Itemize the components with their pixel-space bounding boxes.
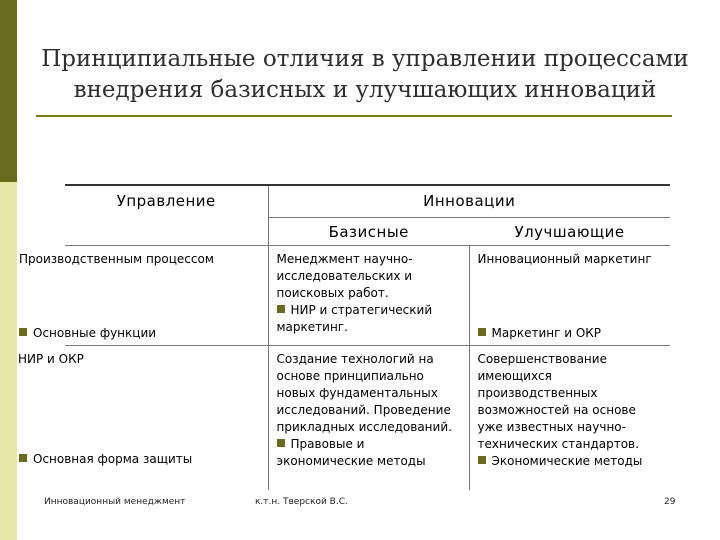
footer-page-number: 29 (664, 497, 676, 507)
bullet-icon (478, 456, 486, 464)
row1-improving-bullet: Маркетинг и ОКР (491, 325, 602, 340)
row1-management-bullet-item (19, 325, 156, 342)
slide-title-line-1: Принципиальные отличия в управлении процессами (41, 46, 689, 72)
accent-bar-dark (0, 0, 17, 182)
row2-management-bullet-item (19, 451, 199, 468)
slide-title (30, 44, 700, 106)
bullet-icon (19, 328, 27, 336)
accent-bar-light (0, 182, 17, 540)
row2-management-bullet: Основная форма защиты (33, 451, 193, 466)
footer-course: Инновационный менеджмент (44, 497, 186, 507)
row1-basic-bullet: НИР и стратегический маркетинг. (276, 302, 433, 334)
row2-management-text: НИР и ОКР (18, 351, 84, 366)
row2-basic-text: Создание технологий на основе принципиально новых фундаментальных исследований. Проведение прикладных исследований. (276, 351, 452, 434)
header-innovations: Инновации (268, 185, 670, 217)
row1-management-bullet: Основные функции (33, 325, 157, 340)
table-row (65, 345, 670, 490)
row2-improving-bullet: Экономические методы (491, 453, 643, 468)
row1-improving-cell (469, 245, 670, 345)
bullet-icon (19, 454, 27, 462)
row1-improving-bullet-item (478, 325, 602, 342)
title-underline (36, 115, 672, 117)
row2-improving-cell (469, 345, 670, 490)
row1-basic-text: Менеджмент научно-исследовательских и поисковых работ. (276, 251, 413, 300)
row1-improving-text: Инновационный маркетинг (477, 251, 652, 266)
row2-basic-cell (268, 345, 469, 490)
slide-title-line-2: внедрения базисных и улучшающих инноваций (73, 77, 657, 103)
footer-author: к.т.н. Тверской В.С. (255, 497, 348, 507)
bullet-icon (478, 328, 486, 336)
bullet-icon (277, 305, 285, 313)
row2-management-cell (18, 345, 268, 490)
table-row (65, 245, 670, 345)
header-row-1 (65, 185, 670, 217)
row2-basic-bullet: Правовые и экономические методы (276, 436, 426, 468)
row2-improving-bullet-item (478, 453, 663, 470)
header-basic: Базисные (268, 217, 469, 245)
row2-improving-text: Совершенствование имеющихся производственных возможностей на основе уже известных научно-технических стандартов. (477, 351, 639, 451)
row1-management-text: Производственным процессом (19, 251, 214, 266)
header-improving: Улучшающие (469, 217, 670, 245)
bullet-icon (277, 439, 285, 447)
row2-basic-bullet-item (277, 436, 461, 470)
comparison-table (18, 184, 670, 490)
row1-basic-cell (268, 245, 469, 345)
row1-basic-bullet-item (277, 302, 461, 336)
row1-management-cell (19, 245, 268, 345)
header-management: Управление (65, 185, 268, 245)
